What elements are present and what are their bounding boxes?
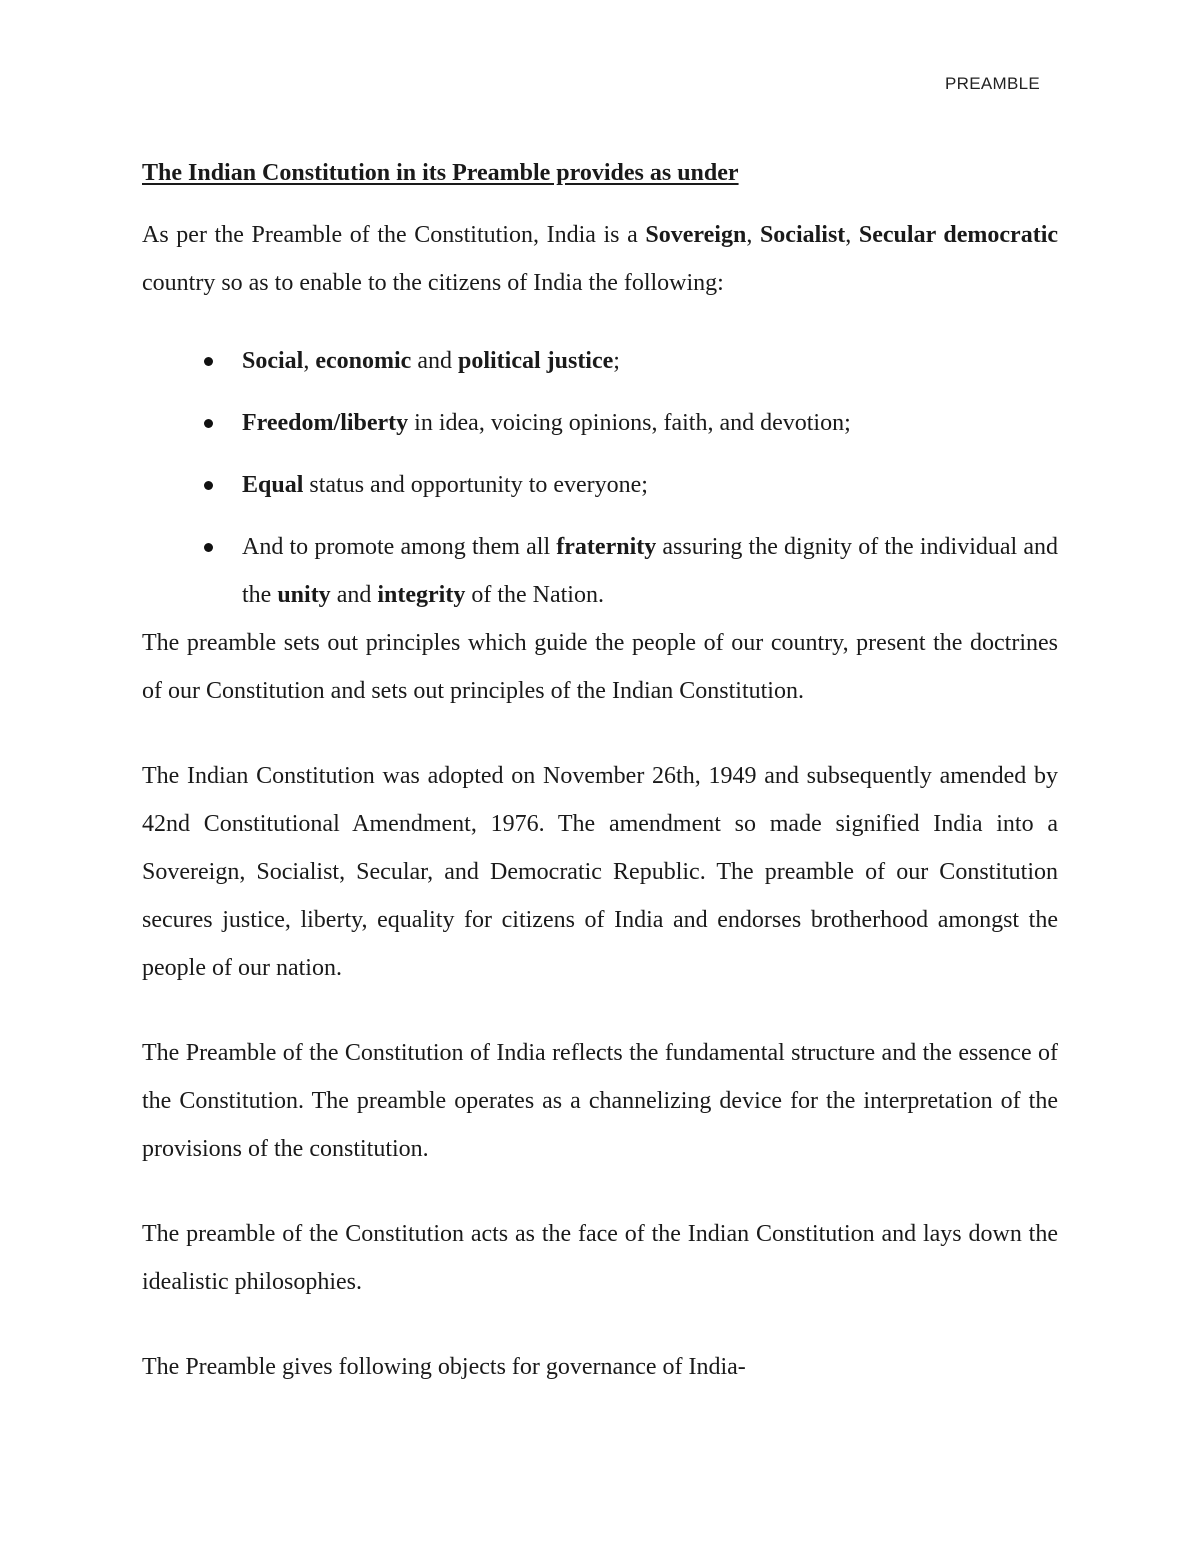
item-text: of the Nation. xyxy=(465,582,604,608)
item-text: and xyxy=(330,582,378,608)
item-text: and xyxy=(411,348,458,374)
item-text: ; xyxy=(613,348,620,374)
bold-term: Freedom/liberty xyxy=(242,410,409,436)
list-item xyxy=(142,523,1058,619)
bold-term: Equal xyxy=(242,472,304,498)
bullet-icon xyxy=(204,543,213,552)
item-text: assuring the dignity of the individual and the xyxy=(242,534,1059,608)
intro-text: As per the Preamble of the Constitution, India is a xyxy=(142,222,646,248)
body-paragraph: The Indian Constitution was adopted on November 26th, 1949 and subsequently amended by 42nd Constitutional Amendment, 1976. The amendment so made signified India into a Sovereign, Socialist, Secular, and Democratic Republic. The preamble of our Constitution secures justice, liberty, equality for citizens of India and endorses brotherhood amongst the people of our nation. xyxy=(142,763,1058,981)
item-text: status and opportunity to everyone; xyxy=(303,472,648,498)
intro-bold-term: Socialist xyxy=(759,222,846,248)
bullet-icon xyxy=(204,357,213,366)
body-paragraph: The Preamble of the Constitution of India reflects the fundamental structure and the essence of the Constitution. The preamble operates as a channelizing device for the interpretation of the provisions of the constitution. xyxy=(142,1040,1058,1162)
bold-term: political justice xyxy=(457,348,614,374)
intro-text: country so as to enable to the citizens of India the following: xyxy=(142,270,724,296)
intro-text: , xyxy=(746,222,760,248)
list-item xyxy=(142,399,1058,447)
item-text: in idea, voicing opinions, faith, and devotion; xyxy=(408,410,851,436)
body-paragraph: The preamble sets out principles which guide the people of our country, present the doctrines of our Constitution and sets out principles of the Indian Constitution. xyxy=(142,630,1058,704)
list-item xyxy=(142,337,1058,385)
bullet-icon xyxy=(204,419,213,428)
item-text: , xyxy=(303,348,316,374)
page-header: PREAMBLE xyxy=(945,74,1040,93)
intro-bold-term: Secular democratic xyxy=(858,222,1059,248)
intro-bold-term: Sovereign xyxy=(645,222,747,248)
list-item xyxy=(142,461,1058,509)
intro-text: , xyxy=(845,222,859,248)
intro-paragraph xyxy=(142,211,1058,307)
bullet-icon xyxy=(204,481,213,490)
document-body xyxy=(142,156,1058,1391)
bold-term: economic xyxy=(315,348,412,374)
body-paragraph: The Preamble gives following objects for governance of India- xyxy=(142,1354,746,1380)
objectives-list xyxy=(142,337,1058,619)
bold-term: fraternity xyxy=(556,534,657,560)
item-text: And to promote among them all xyxy=(242,534,557,560)
bold-term: integrity xyxy=(377,582,466,608)
body-paragraph: The preamble of the Constitution acts as the face of the Indian Constitution and lays down the idealistic philosophies. xyxy=(142,1221,1058,1295)
bold-term: unity xyxy=(277,582,331,608)
bold-term: Social xyxy=(242,348,304,374)
section-heading: The Indian Constitution in its Preamble provides as under xyxy=(142,160,739,186)
